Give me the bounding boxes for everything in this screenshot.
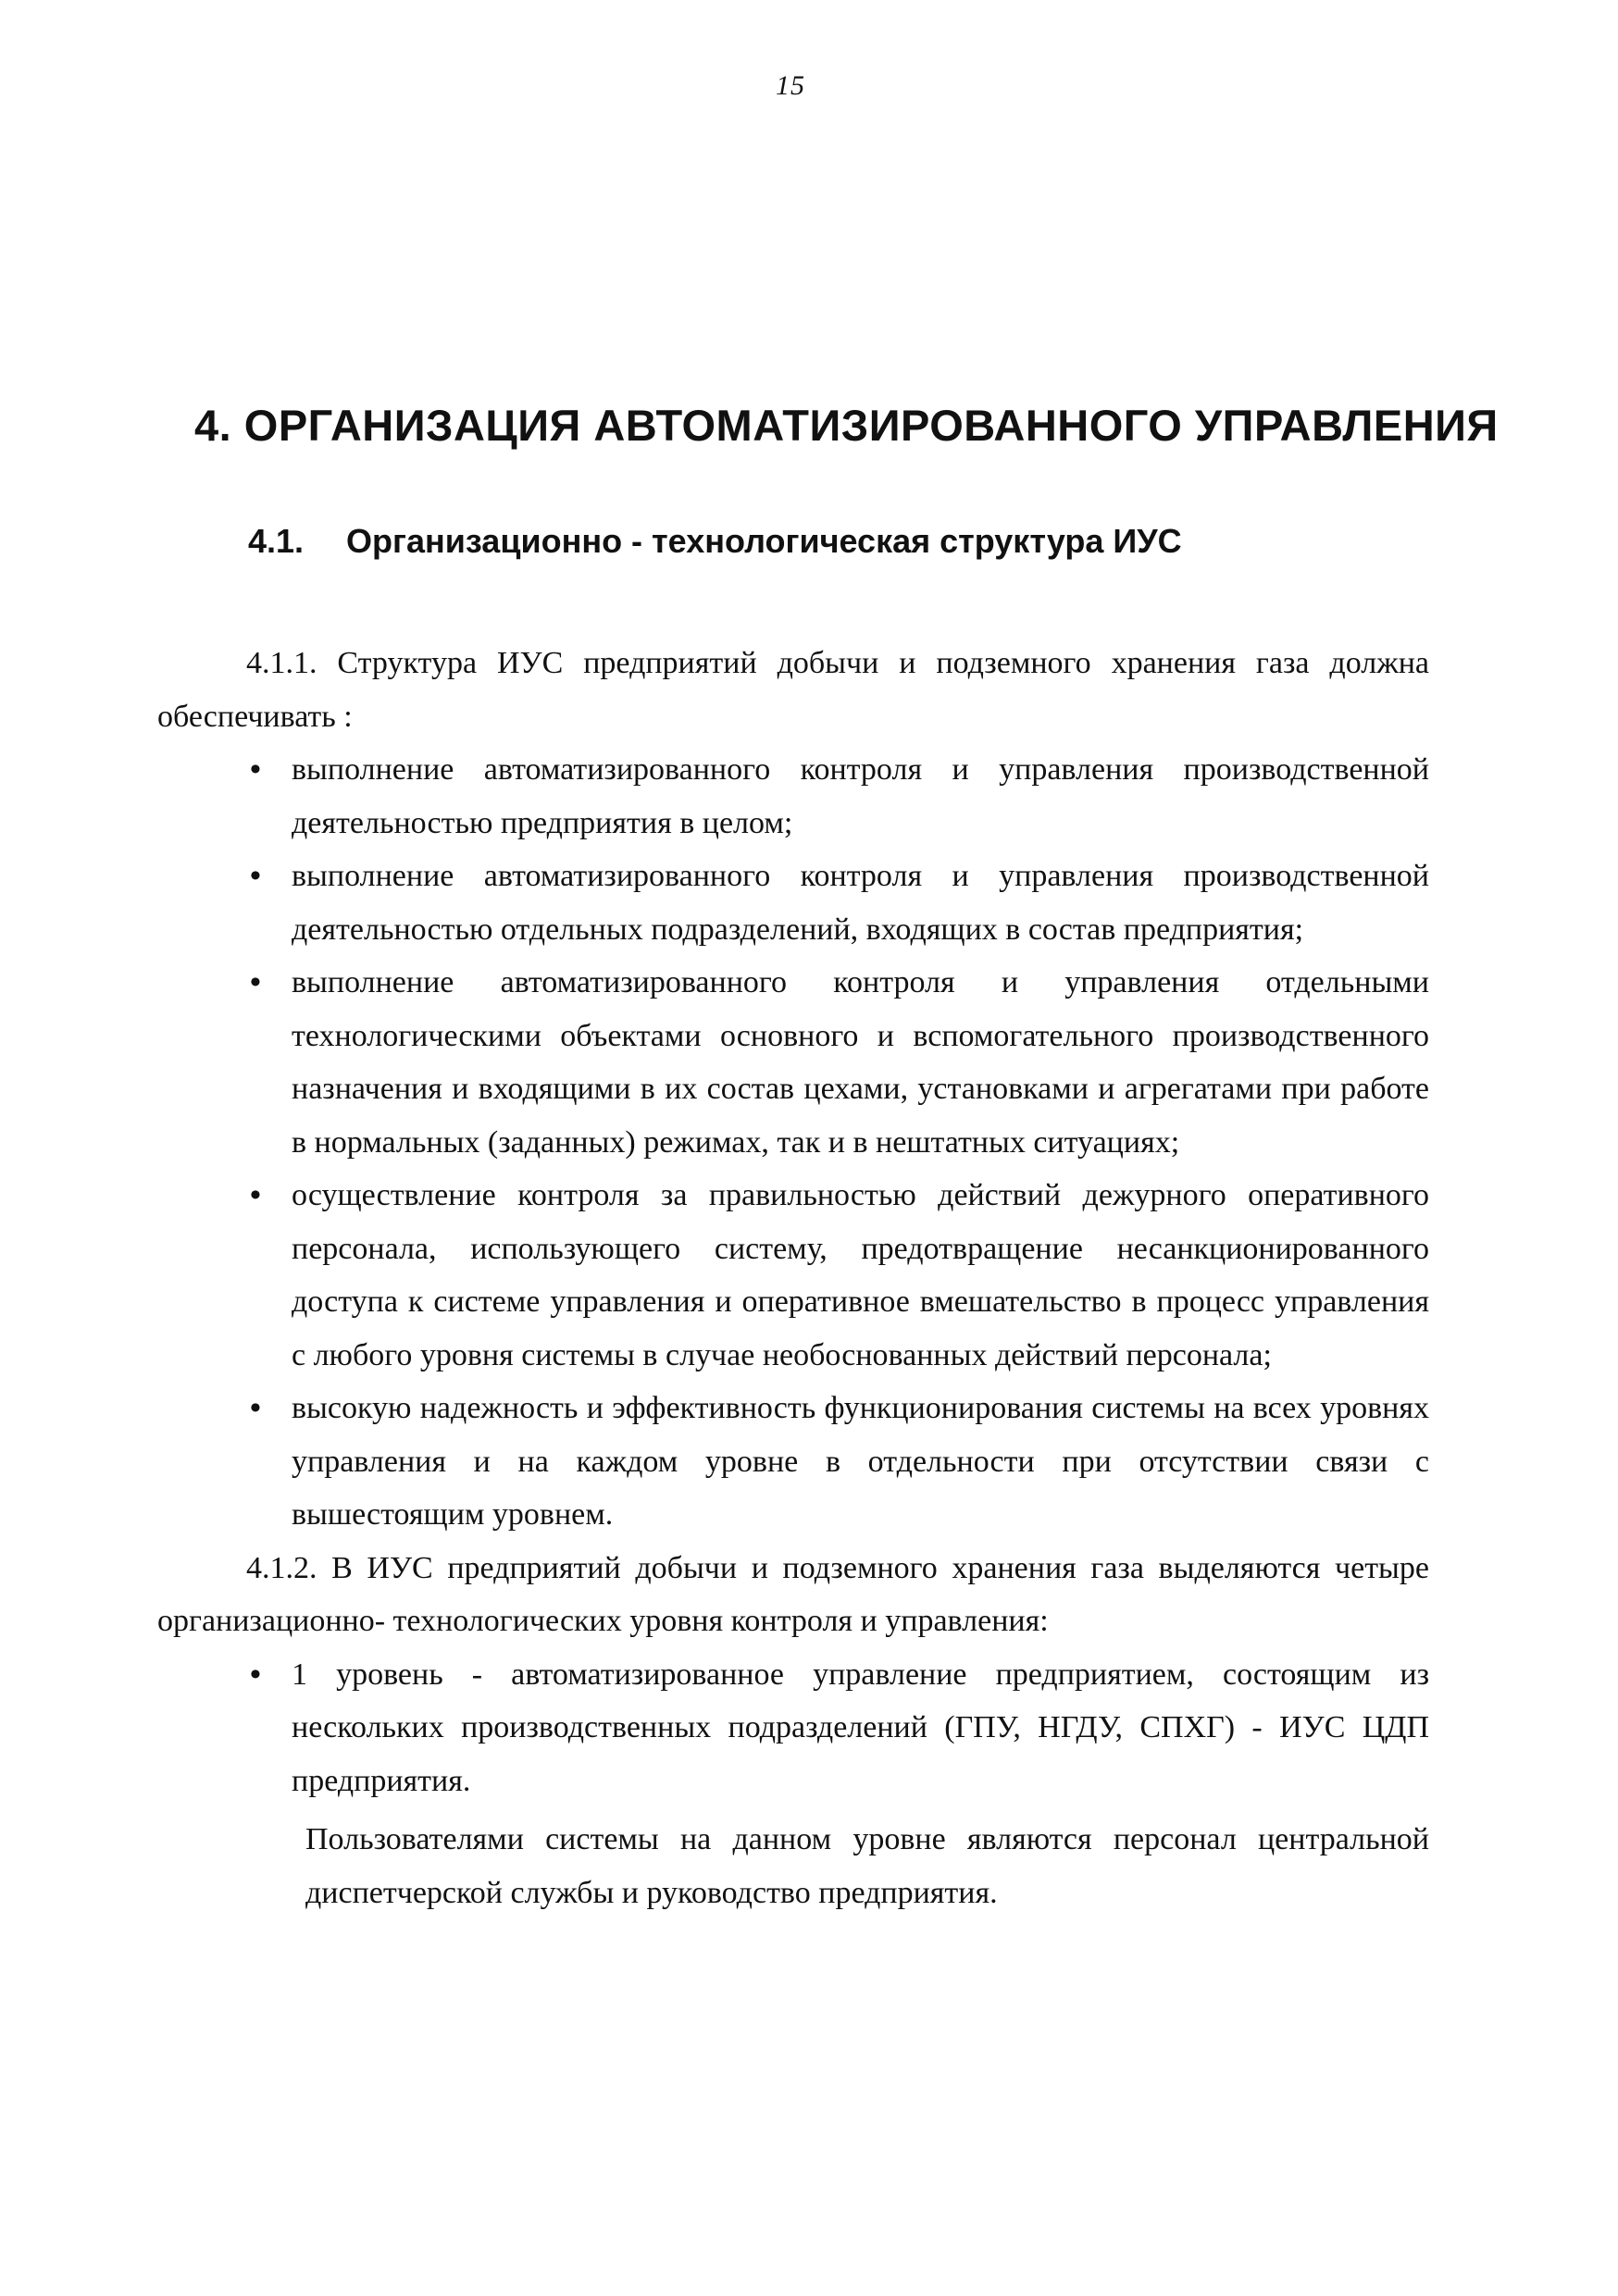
list-item-text: выполнение автоматизированного контроля и управления производственной деятельностью предприятия в целом; (292, 752, 1429, 840)
bullet-icon: • (250, 1657, 261, 1692)
list-item-text: 1 уровень - автоматизированное управление предприятием, состоящим из нескольких производственных подразделений (ГПУ, НГДУ, СПХГ) - ИУС ЦДП предприятия. (292, 1657, 1429, 1798)
section-title: Организационно - технологическая структура ИУС (346, 522, 1182, 560)
level-1-users-paragraph: Пользователями системы на данном уровне являются персонал центральной диспетчерской службы и руководство предприятия. (305, 1822, 1429, 1910)
chapter-title: 4. ОРГАНИЗАЦИЯ АВТОМАТИЗИРОВАННОГО УПРАВЛЕНИЯ (194, 401, 1499, 450)
page-number: 15 (776, 70, 805, 101)
list-item (250, 956, 1429, 1169)
list-item (250, 743, 1429, 850)
requirements-list (157, 743, 1429, 1542)
paragraph-4-1-2: 4.1.2. В ИУС предприятий добычи и подземного хранения газа выделяются четыре организационно- технологических уровня контроля и управления: (157, 1550, 1429, 1638)
bullet-icon: • (250, 859, 261, 893)
bullet-icon: • (250, 1391, 261, 1425)
list-item-text: выполнение автоматизированного контроля и управления отдельными технологическими объектами основного и вспомогательного производственного назначения и входящими в их состав цехами, установками и агрегатами при работе в нормальных (заданных) режимах, так и в нештатных ситуациях; (292, 965, 1429, 1160)
bullet-icon: • (250, 1178, 261, 1212)
list-item-text: выполнение автоматизированного контроля и управления производственной деятельностью отдельных подразделений, входящих в состав предприятия; (292, 859, 1429, 947)
list-item-text: осуществление контроля за правильностью действий дежурного оперативного персонала, использующего систему, предотвращение несанкционированного доступа к системе управления и оперативное вмешательство в процесс управления с любого уровня системы в случае необоснованных действий персонала; (292, 1178, 1429, 1372)
list-item (250, 1169, 1429, 1382)
list-item (250, 1382, 1429, 1542)
list-item (250, 1648, 1429, 1808)
bullet-icon: • (250, 965, 261, 999)
section-number: 4.1. (248, 522, 305, 560)
list-item-text: высокую надежность и эффективность функционирования системы на всех уровнях управления и на каждом уровне в отдельности при отсутствии связи с вышестоящим уровнем. (292, 1391, 1429, 1532)
paragraph-4-1-1: 4.1.1. Структура ИУС предприятий добычи и подземного хранения газа должна обеспечивать : (157, 646, 1429, 734)
bullet-icon: • (250, 752, 261, 787)
list-item (250, 850, 1429, 956)
levels-list (157, 1648, 1429, 1808)
document-body (157, 637, 1429, 1919)
